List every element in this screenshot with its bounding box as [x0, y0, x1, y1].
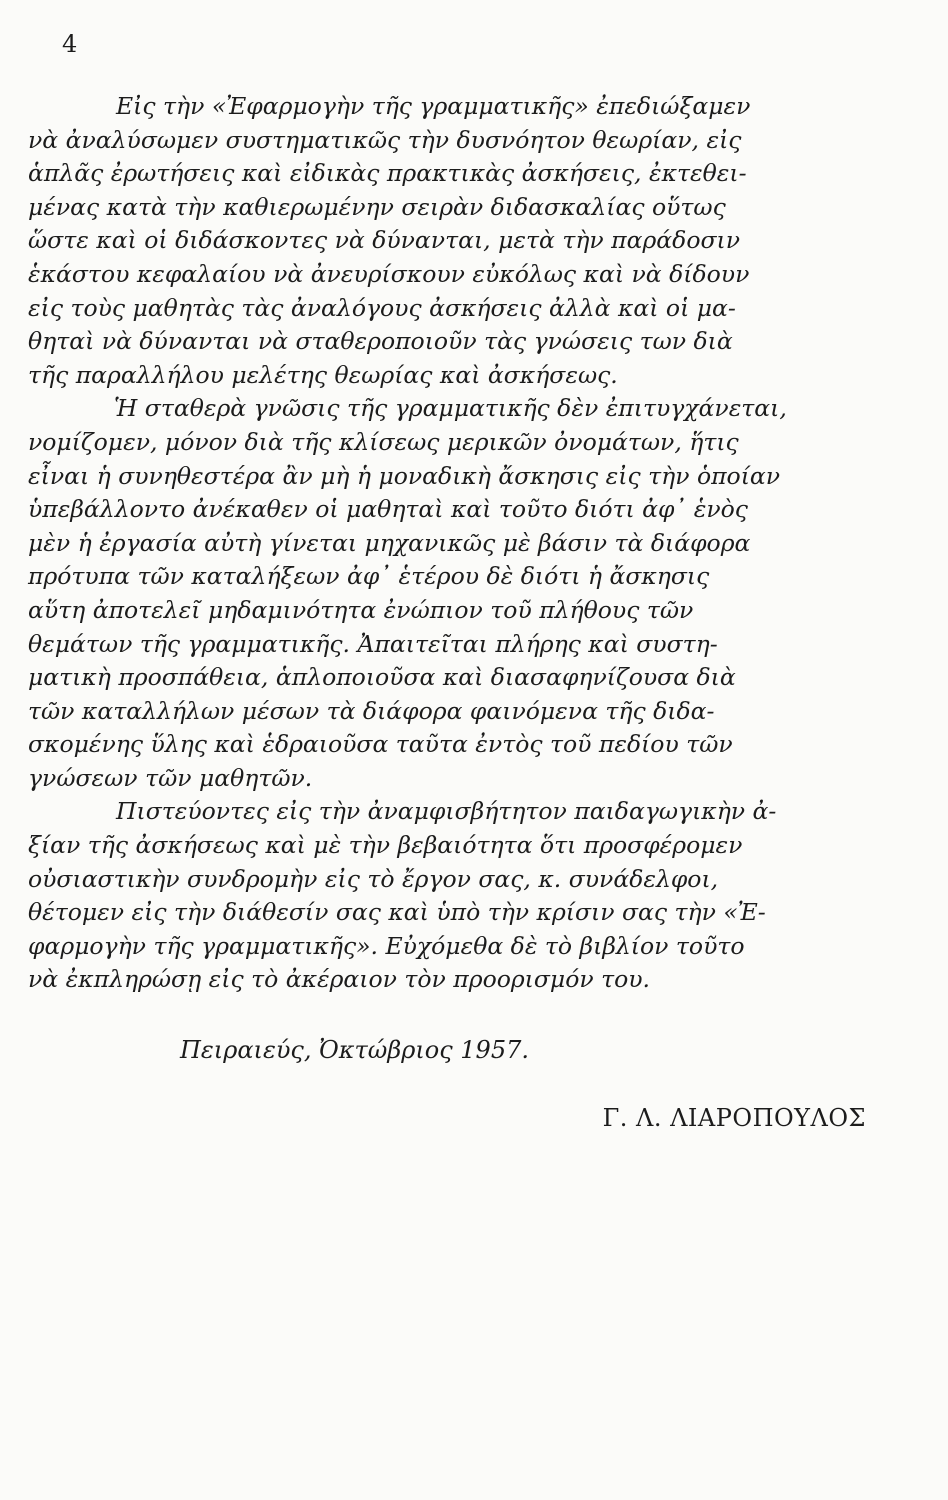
place-and-date: Πειραιεύς, Ὀκτώβριος 1957.	[180, 1036, 529, 1064]
text-line: νὰ ἐκπληρώσῃ εἰς τὸ ἀκέραιον τὸν προορισμόν του.	[28, 965, 651, 994]
text-line: μένας κατὰ τὴν καθιερωμένην σειρὰν διδασκαλίας οὕτως	[28, 192, 726, 221]
page-number: 4	[62, 30, 78, 58]
text-line: εἰς τοὺς μαθητὰς τὰς ἀναλόγους ἀσκήσεις ἀλλὰ καὶ οἱ μα-	[28, 293, 736, 322]
text-line: θηταὶ νὰ δύνανται νὰ σταθεροποιοῦν τὰς γνώσεις των διὰ	[28, 327, 733, 356]
text-line: Πιστεύοντες εἰς τὴν ἀναμφισβήτητον παιδαγωγικὴν ἀ-	[116, 797, 777, 826]
text-line: νὰ ἀναλύσωμεν συστηματικῶς τὴν δυσνόητον θεωρίαν, εἰς	[28, 125, 742, 154]
text-line: σκομένης ὕλης καὶ ἑδραιοῦσα ταῦτα ἐντὸς τοῦ πεδίου τῶν	[28, 730, 733, 759]
text-line: φαρμογὴν τῆς γραμματικῆς». Εὐχόμεθα δὲ τὸ βιβλίον τοῦτο	[28, 931, 745, 960]
text-line: εἶναι ἡ συνηθεστέρα ἂν μὴ ἡ μοναδικὴ ἄσκησις εἰς τὴν ὁποίαν	[28, 461, 781, 490]
text-line: ἁπλᾶς ἐρωτήσεις καὶ εἰδικὰς πρακτικὰς ἀσκήσεις, ἐκτεθει-	[28, 159, 747, 188]
text-line: οὐσιαστικὴν συνδρομὴν εἰς τὸ ἔργον σας, κ. συνάδελφοι,	[28, 864, 719, 893]
text-line: τῆς παραλλήλου μελέτης θεωρίας καὶ ἀσκήσεως.	[28, 360, 618, 389]
text-line: τῶν καταλλήλων μέσων τὰ διάφορα φαινόμενα τῆς διδα-	[28, 696, 715, 725]
text-line: Ἡ σταθερὰ γνῶσις τῆς γραμματικῆς δὲν ἐπιτυγχάνεται,	[114, 394, 787, 423]
text-line: ματικὴ προσπάθεια, ἁπλοποιοῦσα καὶ διασαφηνίζουσα διὰ	[28, 663, 736, 692]
text-line: θέτομεν εἰς τὴν διάθεσίν σας καὶ ὑπὸ τὴν κρίσιν σας τὴν «Ἐ-	[28, 898, 766, 927]
text-line: μὲν ἡ ἐργασία αὐτὴ γίνεται μηχανικῶς μὲ βάσιν τὰ διάφορα	[28, 528, 751, 557]
text-line: ἑκάστου κεφαλαίου νὰ ἀνευρίσκουν εὐκόλως καὶ νὰ δίδουν	[28, 259, 750, 288]
text-line: αὕτη ἀποτελεῖ μηδαμινότητα ἐνώπιον τοῦ πλήθους τῶν	[28, 595, 694, 624]
text-line: ὥστε καὶ οἱ διδάσκοντες νὰ δύνανται, μετὰ τὴν παράδοσιν	[28, 226, 741, 255]
text-line: ξίαν τῆς ἀσκήσεως καὶ μὲ τὴν βεβαιότητα ὅτι προσφέρομεν	[28, 831, 743, 860]
text-line: γνώσεων τῶν μαθητῶν.	[28, 763, 313, 792]
text-line: Εἰς τὴν «Ἐφαρμογὴν τῆς γραμματικῆς» ἐπεδιώξαμεν	[116, 92, 751, 120]
text-line: θεμάτων τῆς γραμματικῆς. Ἀπαιτεῖται πλήρης καὶ συστη-	[28, 629, 718, 658]
text-line: νομίζομεν, μόνον διὰ τῆς κλίσεως μερικῶν ὀνομάτων, ἥτις	[28, 427, 739, 456]
author-signature: Γ. Λ. ΛΙΑΡΟΠΟΥΛΟΣ	[602, 1104, 866, 1132]
preface-body	[28, 90, 876, 997]
text-line: πρότυπα τῶν καταλήξεων ἀφ᾽ ἑτέρου δὲ διότι ἡ ἄσκησις	[28, 562, 710, 591]
text-line: ὑπεβάλλοντο ἀνέκαθεν οἱ μαθηταὶ καὶ τοῦτο διότι ἀφ᾽ ἑνὸς	[28, 495, 748, 524]
